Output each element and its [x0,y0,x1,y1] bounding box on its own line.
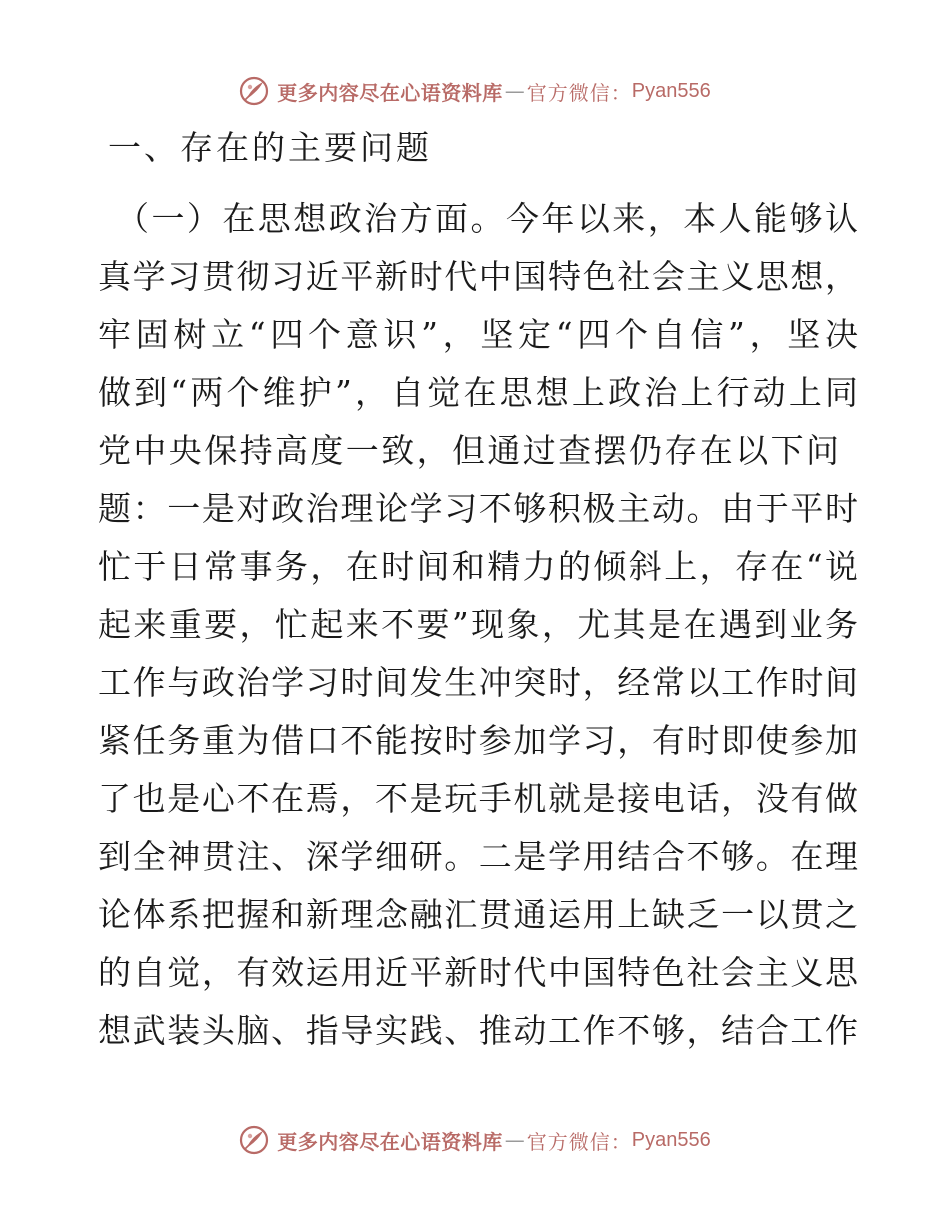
feather-pen-logo-icon [239,1125,269,1155]
paragraph-line: 论体系把握和新理念融汇贯通运用上缺乏一以贯之 [98,895,858,934]
header-watermark-banner [0,71,950,111]
footer-watermark-banner [0,1120,950,1160]
watermark-wechat-label: 官方微信： [526,80,632,105]
body-paragraph [98,190,858,1060]
watermark-brand-text: 更多内容尽在心语资料库 [277,80,503,105]
watermark-wechat-handle: Pyan556 [631,79,711,102]
paragraph-line: 起来重要，忙起来不要”现象，尤其是在遇到业务 [98,605,858,644]
watermark-separator: — [504,79,525,103]
feather-pen-logo-icon [239,76,269,106]
watermark-wechat-label: 官方微信： [526,1129,632,1154]
paragraph-line: 牢固树立“四个意识”，坚定“四个自信”，坚决 [98,315,858,354]
paragraph-line: 忙于日常事务，在时间和精力的倾斜上，存在“说 [98,547,858,586]
watermark-brand-text: 更多内容尽在心语资料库 [277,1129,503,1154]
watermark-wechat-handle: Pyan556 [631,1128,711,1151]
paragraph-line: 党中央保持高度一致，但通过查摆仍存在以下问 [98,431,842,470]
paragraph-line: 了也是心不在焉，不是玩手机就是接电话，没有做 [98,779,858,818]
paragraph-line: 的自觉，有效运用近平新时代中国特色社会主义思 [98,953,858,992]
paragraph-line: 做到“两个维护”，自觉在思想上政治上行动上同 [98,373,858,412]
paragraph-line: 题：一是对政治理论学习不够积极主动。由于平时 [98,489,858,528]
paragraph-line: 真学习贯彻习近平新时代中国特色社会主义思想， [98,257,858,296]
paragraph-line: 想武装头脑、指导实践、推动工作不够，结合工作 [98,1011,858,1050]
paragraph-line: （一）在思想政治方面。今年以来，本人能够认 [116,199,858,238]
section-heading: 一、存在的主要问题 [108,128,432,167]
paragraph-line: 到全神贯注、深学细研。二是学用结合不够。在理 [98,837,858,876]
paragraph-line: 紧任务重为借口不能按时参加学习，有时即使参加 [98,721,858,760]
watermark-separator: — [504,1128,525,1152]
paragraph-line: 工作与政治学习时间发生冲突时，经常以工作时间 [98,663,858,702]
